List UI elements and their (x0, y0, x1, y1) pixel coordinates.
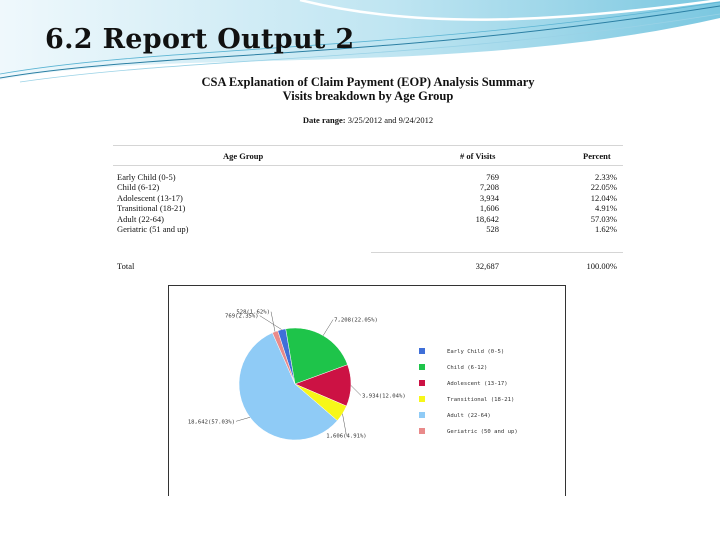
row-visits: 1,606 (479, 203, 499, 214)
legend-swatch-adolescent-13-17 (419, 380, 425, 386)
total-visits: 32,687 (475, 261, 499, 271)
row-age-group: Adult (22-64) (117, 213, 164, 224)
legend-label-adolescent-13-17: Adolescent (13-17) (447, 381, 508, 387)
legend-label-child-6-12: Child (6-12) (447, 365, 488, 371)
legend-swatch-transitional-18-21 (419, 396, 425, 402)
row-age-group: Geriatric (51 and up) (117, 224, 189, 234)
table-row (117, 172, 617, 182)
legend-swatch-adult-22-64 (419, 412, 425, 418)
slice-label-geriatric-51-and-up: 528(1.62%) (236, 309, 271, 316)
date-range-value: 3/25/2012 and 9/24/2012 (347, 115, 434, 125)
slice-label-transitional-18-21: 1,606(4.91%) (326, 433, 367, 440)
legend-swatch-early-child-0-5 (419, 348, 425, 354)
total-rule (371, 252, 623, 253)
col-header-age-group: Age Group (223, 151, 264, 161)
row-age-group: Early Child (0-5) (117, 172, 176, 182)
total-row (117, 261, 617, 273)
row-visits: 18,642 (475, 213, 499, 224)
row-percent: 2.33% (595, 172, 617, 182)
legend-label-adult-22-64: Adult (22-64) (447, 413, 491, 419)
slice-label-adolescent-13-17: 3,934(12.04%) (361, 393, 406, 400)
report-subtitle: Visits breakdown by Age Group (282, 89, 454, 103)
pie-chart-panel (168, 285, 566, 496)
legend-label-early-child-0-5: Early Child (0-5) (447, 349, 505, 355)
row-percent: 12.04% (590, 192, 617, 203)
row-percent: 1.62% (595, 224, 617, 234)
slice-leader-line (323, 320, 333, 336)
total-percent: 100.00% (586, 261, 617, 271)
slide-title: 6.2 Report Output 2 (45, 24, 355, 55)
row-visits: 769 (486, 172, 499, 182)
row-visits: 528 (486, 224, 499, 234)
col-header-visits: # of Visits (460, 151, 496, 161)
legend-swatch-child-6-12 (419, 364, 425, 370)
table-row (117, 224, 617, 234)
date-range (113, 115, 623, 125)
slice-label-early-child-0-5: 769(2.35%) (224, 313, 259, 320)
row-percent: 57.03% (590, 213, 617, 224)
table-row (117, 203, 617, 213)
row-visits: 7,208 (479, 182, 499, 193)
slice-label-child-6-12: 7,208(22.05%) (334, 317, 378, 324)
row-age-group: Transitional (18-21) (117, 203, 186, 214)
table-row (117, 193, 617, 203)
table-row (117, 214, 617, 224)
slice-leader-line (351, 385, 361, 395)
legend-swatch-geriatric-51-and-up (419, 428, 425, 434)
slice-leader-line (260, 316, 282, 330)
report-summary (113, 68, 623, 278)
row-visits: 3,934 (479, 192, 499, 203)
pie-chart (169, 286, 565, 496)
total-label: Total (117, 261, 135, 271)
table-row (117, 182, 617, 192)
date-range-label: Date range: (302, 115, 346, 125)
row-percent: 4.91% (595, 203, 617, 214)
header-rule-top (113, 145, 623, 146)
header-rule-bottom (113, 165, 623, 166)
slice-leader-line (236, 417, 250, 421)
slice-label-adult-22-64: 18,642(57.03%) (187, 419, 235, 426)
slice-leader-line (342, 414, 346, 436)
row-age-group: Child (6-12) (117, 182, 160, 193)
report-title: CSA Explanation of Claim Payment (EOP) Analysis Summary (201, 75, 535, 89)
col-header-percent: Percent (583, 151, 611, 161)
legend-label-transitional-18-21: Transitional (18-21) (447, 397, 515, 403)
row-percent: 22.05% (590, 182, 617, 193)
slice-leader-line (271, 312, 275, 332)
row-age-group: Adolescent (13-17) (117, 192, 183, 203)
legend-label-geriatric-51-and-up: Geriatric (50 and up) (447, 429, 518, 435)
